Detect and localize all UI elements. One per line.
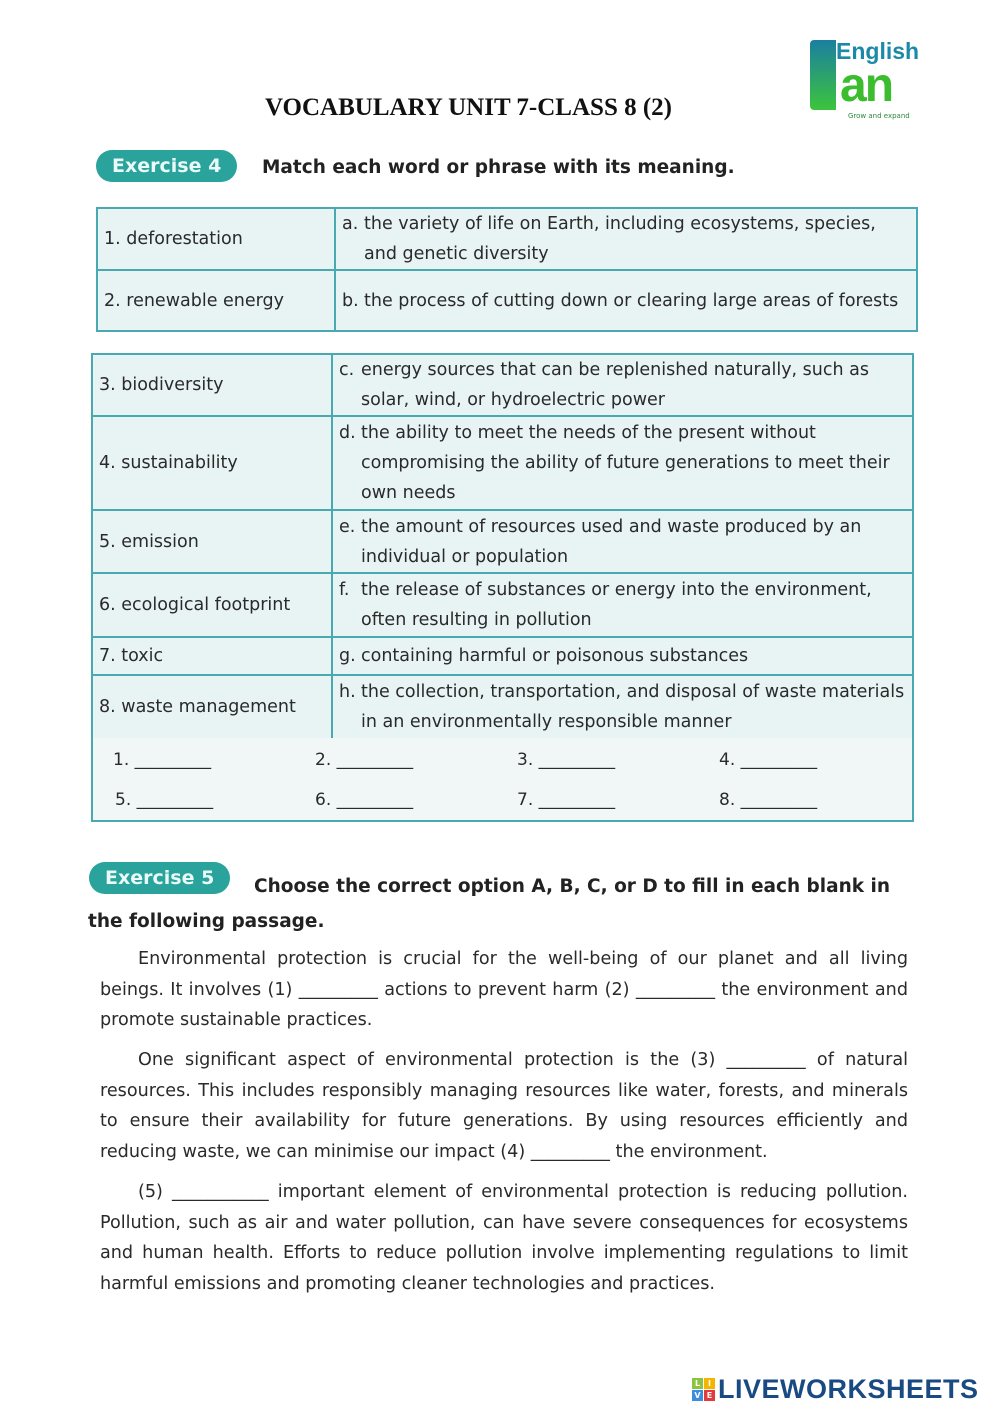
passage-paragraph-1: Environmental protection is crucial for the well-being of our planet and all living beings. It involves (1) _________ actions to prevent harm (2) _________ the environment and promote sustainable practices.: [100, 949, 908, 1030]
passage-paragraph-2: One significant aspect of environmental protection is the (3) _________ of natural resources. This includes responsibly managing resources like water, forests, and minerals to ensure their availability for future generations. By using resources efficiently and reducing waste, we can minimise our impact (4) _________ the environment.: [100, 1050, 908, 1162]
meaning-cell: the ability to meet the needs of the present without compromising the ability of future generations to meet their own needs: [361, 423, 890, 503]
exercise-5-heading: Choose the correct option A, B, C, or D to fill in each blank in the following passage.: [88, 876, 891, 932]
liveworksheets-logo-icon: L I V E: [692, 1378, 715, 1401]
meaning-cell: the collection, transportation, and disposal of waste materials in an environmentally responsible manner: [361, 682, 905, 732]
liveworksheets-footer: L I V E LIVEWORKSHEETS: [692, 1374, 979, 1405]
answer-blank-6[interactable]: 6. _________: [315, 790, 414, 810]
exercise-4-badge: Exercise 4: [96, 150, 237, 182]
answer-blank-8[interactable]: 8. _________: [719, 790, 818, 810]
passage-paragraph-3: (5) ___________ important element of environmental protection is reducing pollution. Pollution, such as air and water pollution, can have severe consequences for ecosystems and human health. Efforts to reduce pollution involve implementing regulations to limit harmful emissions and promoting cleaner technologies and practices.: [100, 1182, 908, 1294]
word-cell: 1. deforestation: [97, 208, 335, 270]
answer-blank-1[interactable]: 1. _________: [113, 750, 212, 770]
match-table-1: 1. deforestation a. the variety of life on Earth, including ecosystems, species, and genetic diversity 2. renewable energy b. the process of cutting down or clearing large areas of forests: [96, 207, 918, 332]
answer-blank-3[interactable]: 3. _________: [517, 750, 616, 770]
word-cell: 2. renewable energy: [97, 270, 335, 331]
english-lan-logo: English an Grow and expand: [800, 36, 925, 124]
meaning-cell: containing harmful or poisonous substances: [361, 646, 749, 666]
meaning-cell: the process of cutting down or clearing large areas of forests: [364, 290, 899, 311]
meaning-cell: the amount of resources used and waste produced by an individual or population: [361, 516, 862, 567]
word-cell: 6. ecological footprint: [92, 573, 332, 637]
exercise-4-heading: Match each word or phrase with its meaning.: [262, 157, 735, 178]
answer-blank-5[interactable]: 5. _________: [115, 790, 214, 810]
answer-area: [91, 738, 914, 822]
word-cell: 8. waste management: [92, 675, 332, 739]
page-title: VOCABULARY UNIT 7-CLASS 8 (2): [265, 94, 672, 121]
word-cell: 7. toxic: [92, 637, 332, 675]
word-cell: 4. sustainability: [92, 416, 332, 510]
answer-blank-4[interactable]: 4. _________: [719, 750, 818, 770]
match-table-2: 3. biodiversity c. energy sources that can be replenished naturally, such as solar, wind, or hydroelectric power 4. sustainability d. the ability to meet the needs of the present without compromising the ability of future generations to meet their own needs 5. emission e. the amount of resources used and waste produced by an individual or population 6. ecological footprint f. the release of substances or energy into the environment, often resulting in pollution 7. toxic g. containing harmful or poisonous substances 8. waste management h. the collection, transportation, and disposal of waste materials in an environmentally responsible manner: [91, 353, 914, 740]
word-cell: 5. emission: [92, 510, 332, 573]
exercise-5-badge: Exercise 5: [89, 862, 230, 894]
meaning-cell: energy sources that can be replenished naturally, such as solar, wind, or hydroelectric power: [361, 360, 870, 410]
meaning-cell: the release of substances or energy into the environment, often resulting in pollution: [361, 580, 872, 630]
answer-blank-7[interactable]: 7. _________: [517, 790, 616, 810]
meaning-cell: the variety of life on Earth, including ecosystems, species, and genetic diversity: [364, 214, 876, 264]
word-cell: 3. biodiversity: [92, 354, 332, 416]
answer-blank-2[interactable]: 2. _________: [315, 750, 414, 770]
